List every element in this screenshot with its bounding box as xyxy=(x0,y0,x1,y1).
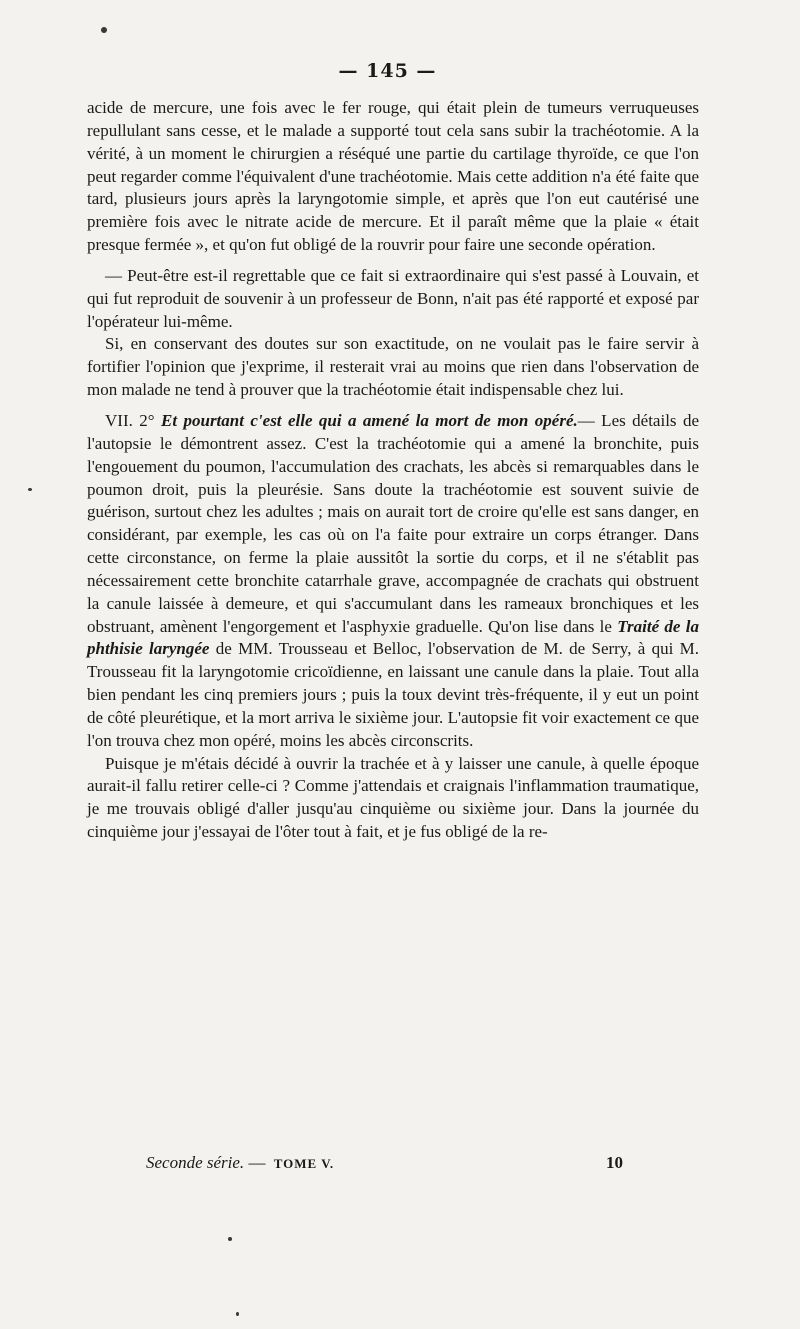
footer-series: Seconde série. xyxy=(146,1153,245,1172)
ink-speck xyxy=(236,1312,239,1316)
signature-mark: 10 xyxy=(606,1153,623,1172)
paragraph-continuation: acide de mercure, une fois avec le fer rouge, qui était plein de tumeurs verruqueuses repullulant sans cesse, et le malade a supporté tout cela sans subir la trachéotomie. A la vérité, à un moment le chirurgien a réséqué une partie du cartilage thyroïde, ce que l'on peut regarder comme l'équivalent d'une trachéotomie. Mais cette addition n'a été faite que tard, plusieurs jours après la laryngotomie simple, et après que l'on eut cautérisé une première fois avec le nitrate acide de mercure. Et il paraît même que la plaie « était presque fermée », et qu'on fut obligé de la rouvrir pour faire une seconde opération. xyxy=(87,98,699,255)
paragraph-canule: Puisque je m'étais décidé à ouvrir la trachée et à y laisser une canule, à quelle époque aurait-il fallu retirer celle-ci ? Comme j'attendais et craignais l'inflammation traumatique, je me trouvais obligé d'aller jusqu'au cinquième ou sixième jour. Dans la journée du cinquième jour j'essayai de l'ôter tout à fait, et je fus obligé de la re- xyxy=(87,753,699,842)
section-title: Et pourtant c'est elle qui a amené la mort de mon opéré. xyxy=(161,410,578,430)
ink-speck xyxy=(28,488,32,491)
section-number: VII. 2° xyxy=(105,410,161,430)
section-body-start: Les détails de l'autopsie le démontrent assez. C'est la trachéotomie qui a amené la bronchite, puis l'engouement du poumon, l'accumulation des crachats, les abcès si remarquables dans le poumon droit, puis la pleurésie. Sans doute la trachéotomie est souvent suivie de guérison, surtout chez les adultes ; mais on aurait tort de croire qu'elle est sans danger, en considérant, par exemple, les cas où on l'a faite pour extraire un corps étranger. Dans cette circonstance, on ferme la plaie aussitôt la sortie du corps, et il ne s'établit pas nécessairement cette bronchite catarrhale grave, accompagnée de crachats qui obstruent la canule laissée à demeure, et qui s'accumulant dans les rameaux bronchiques et les obstruant, amènent l'engorgement et l'asphyxie graduelle. Qu'on lise dans le xyxy=(87,410,699,636)
section-dash: — xyxy=(577,410,595,430)
page-footer xyxy=(146,1153,626,1173)
footer-dash: — xyxy=(244,1153,266,1172)
ink-speck xyxy=(228,1237,232,1241)
page-number: — 145 — xyxy=(338,60,437,82)
section-body-end: de MM. Trousseau et Belloc, l'observation de M. de Serry, à qui M. Trousseau fit la laryngotomie cricoïdienne, en laissant une canule dans la plaie. Tout alla bien pendant les cinq premiers jours ; puis la toux devint très-fréquente, il y eut un point de côté pleurétique, et la mort arriva le sixième jour. L'autopsie fit voir exactement ce que l'on trouva chez mon opéré, moins les abcès circonscrits. xyxy=(87,639,700,750)
paragraph-doubts: Si, en conservant des doutes sur son exactitude, on ne voulait pas le faire servir à fortifier l'opinion que j'exprime, il resterait vrai au moins que rien dans l'observation de mon malade ne tend à prouver que la trachéotomie était indispensable chez lui. xyxy=(87,334,699,400)
paragraph-section-vii xyxy=(87,410,699,753)
ink-speck xyxy=(101,27,107,33)
book-reference: Traité de la phthisie laryngée xyxy=(87,616,699,659)
footer-tome: TOME V. xyxy=(273,1156,335,1171)
body-text xyxy=(87,97,699,844)
paragraph-louvain: — Peut-être est-il regrettable que ce fait si extraordinaire qui s'est passé à Louvain, et qui fut reproduit de souvenir à un professeur de Bonn, n'ait pas été rapporté et exposé par l'opérateur lui-même. xyxy=(87,265,699,331)
